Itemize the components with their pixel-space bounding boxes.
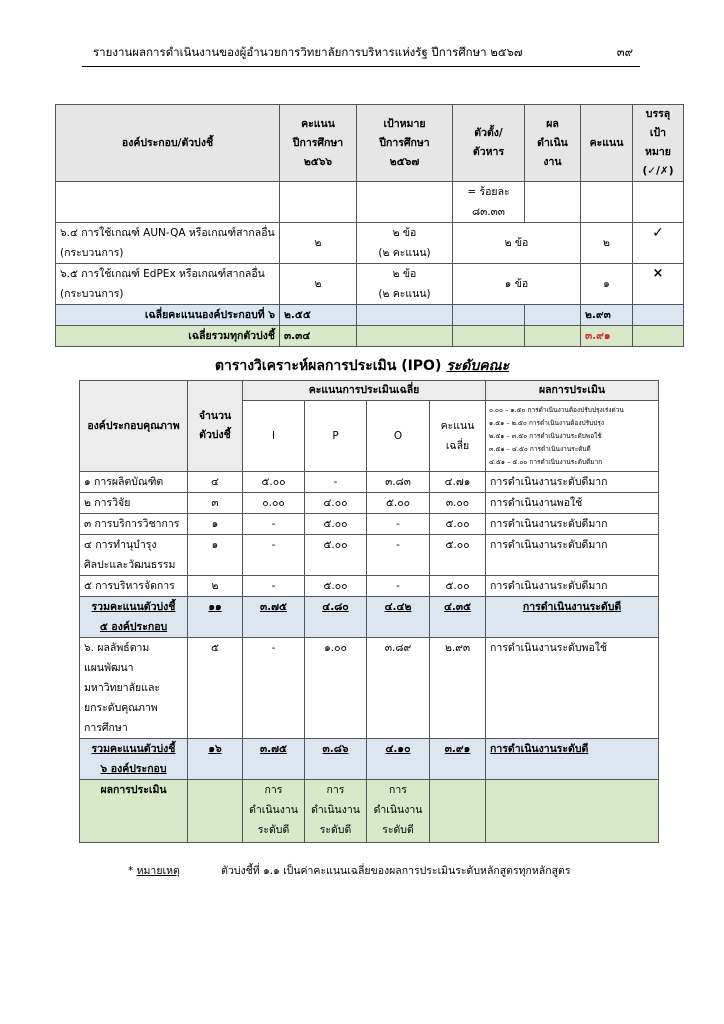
- ipo-analysis-table: [79, 380, 659, 843]
- component-average-row: เฉลี่ยคะแนนองค์ประกอบที่ ๖ ๒.๕๕ ๒.๙๓: [56, 305, 684, 326]
- page-number: ๓๙: [616, 45, 633, 59]
- table-header-row: [56, 105, 684, 182]
- table-row: ๑ การผลิตบัณฑิต ๔ ๕.๐๐ - ๓.๘๓ ๔.๗๑ การดำเนินงานระดับดีมาก: [80, 472, 659, 493]
- header-rule: [82, 66, 640, 67]
- table-row: ๒ การวิจัย ๓ ๐.๐๐ ๔.๐๐ ๕.๐๐ ๓.๐๐ การดำเนินงานพอใช้: [80, 493, 659, 514]
- table-row: ๖. ผลลัพธ์ตาม แผนพัฒนา มหาวิทยาลัยและ ยกระดับคุณภาพ การศึกษา ๕ - ๑.๐๐ ๓.๘๙ ๒.๙๓ การดำเนินงานระดับพอใช้: [80, 638, 659, 739]
- overall-average-row: เฉลี่ยรวมทุกตัวบ่งชี้ ๓.๓๔ ๓.๙๑: [56, 326, 684, 347]
- col-header-target: เป้าหมาย ปีการศึกษา ๒๕๖๗: [357, 105, 453, 182]
- indicator-name: ๖.๔ การใช้เกณฑ์ AUN-QA หรือเกณฑ์สากลอื่น (กระบวนการ): [56, 223, 280, 264]
- table-row: ๖.๔ การใช้เกณฑ์ AUN-QA หรือเกณฑ์สากลอื่น (กระบวนการ) ๒ ๒ ข้อ (๒ คะแนน) ๒ ข้อ ๒ ✓: [56, 223, 684, 264]
- indicator-name: ๖.๕ การใช้เกณฑ์ EdPEx หรือเกณฑ์สากลอื่น (กระบวนการ): [56, 264, 280, 305]
- achieved-check-icon: ✓: [633, 223, 684, 264]
- col-header-ratio: ตัวตั้ง/ ตัวหาร: [453, 105, 525, 182]
- sum-5-components-row: รวมคะแนนตัวบ่งชี้ ๕ องค์ประกอบ ๑๑ ๓.๗๕ ๔.๘๐ ๔.๔๒ ๔.๓๕ การดำเนินงานระดับดี: [80, 597, 659, 638]
- ratio-continuation: = ร้อยละ ๘๓.๓๓: [453, 182, 525, 223]
- table-header-row: องค์ประกอบคุณภาพ จำนวน ตัวบ่งชี้ คะแนนการประเมินเฉลี่ย ผลการประเมิน: [80, 381, 659, 401]
- score-range-legend: ๐.๐๐ – ๑.๕๐ การดำเนินงานต้องปรับปรุงเร่งด่วน ๑.๕๑ – ๒.๕๐ การดำเนินงานต้องปรับปรุง ๒.๕๑ – ๓.๕๐ การดำเนินงานระดับพอใช้ ๓.๕๑ – ๔.๕๐ การดำเนินงานระดับดี ๔.๕๑ – ๕.๐๐ การดำเนินงานระดับดีมาก: [486, 401, 659, 472]
- not-achieved-x-icon: ×: [633, 264, 684, 305]
- table-row: ๖.๕ การใช้เกณฑ์ EdPEx หรือเกณฑ์สากลอื่น (กระบวนการ) ๒ ๒ ข้อ (๒ คะแนน) ๑ ข้อ ๑ ×: [56, 264, 684, 305]
- table-row: ๕ การบริหารจัดการ ๒ - ๕.๐๐ - ๕.๐๐ การดำเนินงานระดับดีมาก: [80, 576, 659, 597]
- footnote-label: หมายเหตุ: [136, 865, 180, 877]
- header-title: รายงานผลการดำเนินงานของผู้อำนวยการวิทยาลัยการบริหารแห่งรัฐ ปีการศึกษา ๒๕๖๗: [93, 45, 523, 59]
- page-header: [93, 44, 633, 62]
- ipo-table-title: ตารางวิเคราะห์ผลการประเมิน (IPO) ระดับคณะ: [214, 358, 510, 374]
- table-subheader-row: I P O คะแนน เฉลี่ย ๐.๐๐ – ๑.๕๐ การดำเนินงานต้องปรับปรุงเร่งด่วน ๑.๕๑ – ๒.๕๐ การดำเนินงานต้องปรับปรุง ๒.๕๑ – ๓.๕๐ การดำเนินงานระดับพอใช้ ๓.๕๑ – ๔.๕๐ การดำเนินงานระดับดี ๔.๕๑ – ๕.๐๐ การดำเนินงานระดับดีมาก: [80, 401, 659, 472]
- table-row: [56, 182, 684, 223]
- indicator-score-table: [55, 104, 684, 347]
- col-header-score: คะแนน: [581, 105, 633, 182]
- component-6-name: ๖. ผลลัพธ์ตาม แผนพัฒนา มหาวิทยาลัยและ ยกระดับคุณภาพ การศึกษา: [80, 638, 188, 739]
- sum-6-components-row: รวมคะแนนตัวบ่งชี้ ๖ องค์ประกอบ ๑๖ ๓.๗๕ ๓.๘๖ ๔.๑๐ ๓.๙๑ การดำเนินงานระดับดี: [80, 739, 659, 780]
- footnote: * หมายเหตุ ตัวบ่งชี้ที่ ๑.๑ เป็นค่าคะแนนเฉลี่ยของผลการประเมินระดับหลักสูตรทุกหลักสูตร: [128, 865, 571, 877]
- table-row: ๓ การบริการวิชาการ ๑ - ๕.๐๐ - ๕.๐๐ การดำเนินงานระดับดีมาก: [80, 514, 659, 535]
- evaluation-row: ผลการประเมิน การ ดำเนินงาน ระดับดี การ ดำเนินงาน ระดับดี การ ดำเนินงาน ระดับดี: [80, 780, 659, 843]
- col-header-result: ผล ดำเนิน งาน: [525, 105, 581, 182]
- col-header-prev-score: คะแนน ปีการศึกษา ๒๕๖๖: [280, 105, 357, 182]
- col-header-achieve: บรรลุ เป้าหมาย (✓/✗): [633, 105, 684, 182]
- table-row: ๔ การทำนุบำรุง ศิลปะและวัฒนธรรม ๑ - ๕.๐๐ - ๕.๐๐ การดำเนินงานระดับดีมาก: [80, 535, 659, 576]
- footnote-text: ตัวบ่งชี้ที่ ๑.๑ เป็นค่าคะแนนเฉลี่ยของผลการประเมินระดับหลักสูตรทุกหลักสูตร: [221, 865, 571, 877]
- col-header-component: องค์ประกอบ/ตัวบ่งชี้: [56, 105, 280, 182]
